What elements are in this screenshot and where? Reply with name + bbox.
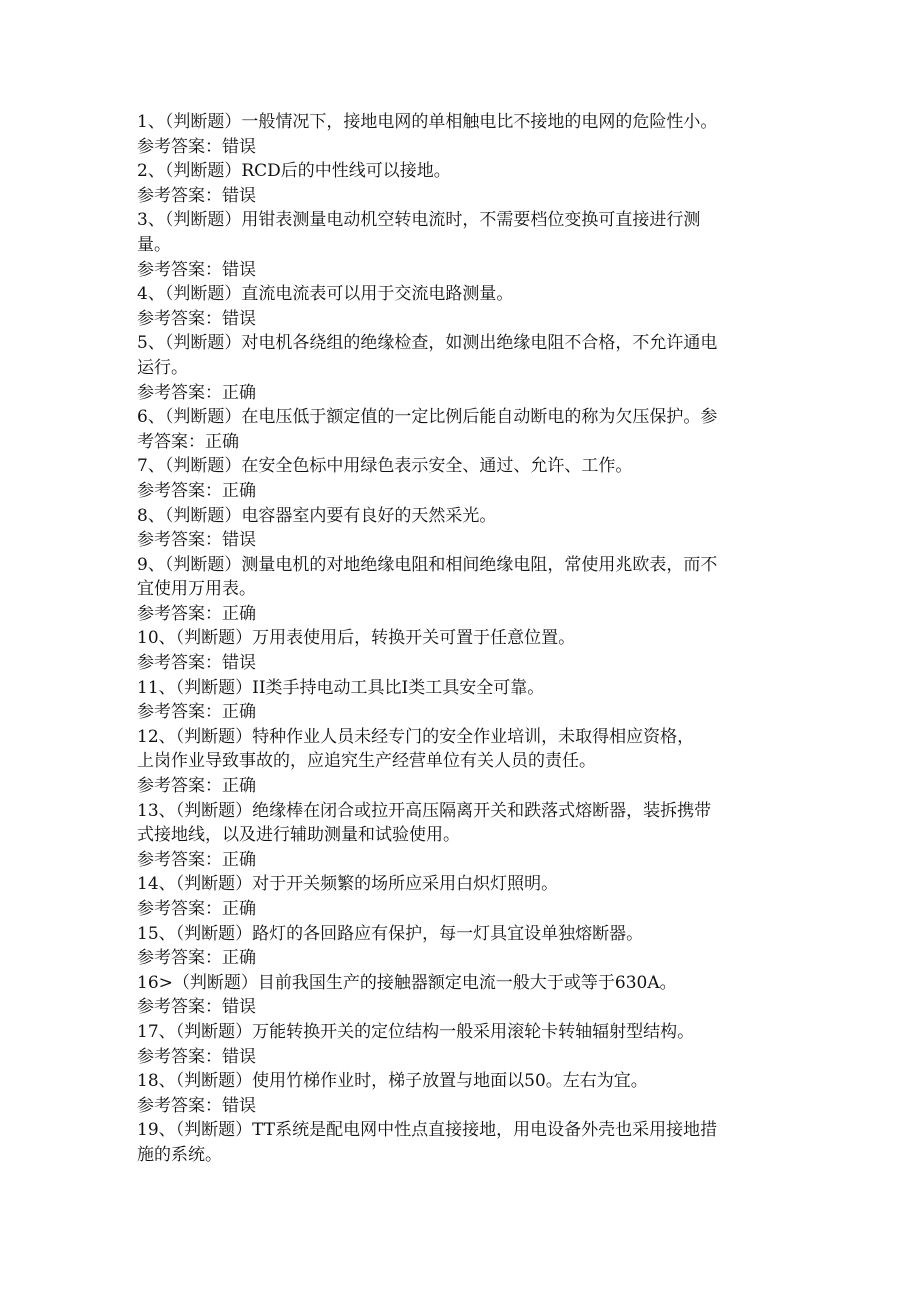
question-item bbox=[137, 1020, 787, 1069]
question-text: 宜使用万用表。 bbox=[137, 579, 256, 600]
answer-text: 参考答案：错误 bbox=[137, 308, 256, 329]
question-text: 考答案：正确 bbox=[137, 431, 239, 452]
answer-text: 参考答案：错误 bbox=[137, 997, 256, 1018]
question-text: 2、（判断题）RCD后的中性线可以接地。 bbox=[137, 161, 451, 182]
question-item bbox=[137, 626, 787, 675]
answer-text: 参考答案：错误 bbox=[137, 136, 256, 157]
answer-text: 参考答案：错误 bbox=[137, 653, 256, 674]
question-text: 17、（判断题）万能转换开关的定位结构一般采用滚轮卡转轴辐射型结构。 bbox=[137, 1021, 695, 1042]
document-body bbox=[137, 110, 787, 1168]
question-item bbox=[137, 331, 787, 405]
question-item bbox=[137, 725, 787, 799]
question-text: 13、（判断题）绝缘棒在闭合或拉开高压隔离开关和跌落式熔断器，装拆携带 bbox=[137, 800, 712, 821]
question-item bbox=[137, 553, 787, 627]
question-text: 5、（判断题）对电机各绕组的绝缘检查，如测出绝缘电阻不合格，不允许通电 bbox=[137, 333, 718, 354]
answer-text: 参考答案：正确 bbox=[137, 849, 256, 870]
question-item bbox=[137, 208, 787, 282]
question-text: 15、（判断题）路灯的各回路应有保护，每一灯具宜设单独熔断器。 bbox=[137, 923, 644, 944]
question-text: 1、（判断题）一般情况下，接地电网的单相触电比不接地的电网的危险性小。 bbox=[137, 112, 718, 132]
question-text: 7、（判断题）在安全色标中用绿色表示安全、通过、允许、工作。 bbox=[137, 456, 633, 477]
question-text: 量。 bbox=[137, 234, 171, 255]
answer-text: 参考答案：正确 bbox=[137, 480, 256, 501]
question-item bbox=[137, 1118, 787, 1167]
answer-text: 参考答案：正确 bbox=[137, 899, 256, 919]
question-text: 12、（判断题）特种作业人员未经专门的安全作业培训，未取得相应资格， bbox=[137, 726, 695, 747]
question-text: 式接地线，以及进行辅助测量和试验使用。 bbox=[137, 825, 460, 846]
question-item bbox=[137, 872, 787, 921]
question-item bbox=[137, 159, 787, 208]
question-text: 运行。 bbox=[137, 357, 188, 378]
question-text: 14、（判断题）对于开关频繁的场所应采用白炽灯照明。 bbox=[137, 874, 559, 895]
question-text: 9、（判断题）测量电机的对地绝缘电阻和相间绝缘电阻，常使用兆欧表，而不 bbox=[137, 554, 718, 575]
question-text: 19、（判断题）TT系统是配电网中性点直接接地，用电设备外壳也采用接地措 bbox=[137, 1120, 718, 1141]
question-text: 10、（判断题）万用表使用后，转换开关可置于任意位置。 bbox=[137, 628, 576, 649]
question-text: 16>（判断题）目前我国生产的接触器额定电流一般大于或等于630A。 bbox=[137, 972, 677, 993]
question-item bbox=[137, 922, 787, 971]
question-text: 施的系统。 bbox=[137, 1144, 222, 1165]
question-item bbox=[137, 504, 787, 553]
question-text: 3、（判断题）用钳表测量电动机空转电流时，不需要档位变换可直接进行测 bbox=[137, 210, 701, 231]
question-item bbox=[137, 282, 787, 331]
question-item bbox=[137, 454, 787, 503]
answer-text: 参考答案：正确 bbox=[137, 382, 256, 403]
answer-text: 参考答案：错误 bbox=[137, 1046, 256, 1067]
answer-text: 参考答案：正确 bbox=[137, 776, 256, 797]
question-item bbox=[137, 676, 787, 725]
question-text: 8、（判断题）电容器室内要有良好的天然采光。 bbox=[137, 505, 497, 526]
question-text: 18、（判断题）使用竹梯作业时，梯子放置与地面以50。左右为宜。 bbox=[137, 1071, 648, 1092]
question-text: 4、（判断题）直流电流表可以用于交流电路测量。 bbox=[137, 284, 514, 305]
answer-text: 参考答案：正确 bbox=[137, 603, 256, 624]
question-item bbox=[137, 405, 787, 454]
answer-text: 参考答案：错误 bbox=[137, 259, 256, 280]
answer-text: 参考答案：错误 bbox=[137, 1095, 256, 1116]
question-text: 11、（判断题）II类手持电动工具比I类工具安全可靠。 bbox=[137, 677, 545, 698]
answer-text: 参考答案：正确 bbox=[137, 948, 256, 969]
question-item bbox=[137, 971, 787, 1020]
answer-text: 参考答案：错误 bbox=[137, 185, 256, 206]
question-item bbox=[137, 110, 787, 159]
question-item bbox=[137, 1069, 787, 1118]
answer-text: 参考答案：正确 bbox=[137, 702, 256, 723]
answer-text: 参考答案：错误 bbox=[137, 530, 256, 551]
question-text: 上岗作业导致事故的，应追究生产经营单位有关人员的责任。 bbox=[137, 751, 596, 772]
question-item bbox=[137, 799, 787, 873]
question-text: 6、（判断题）在电压低于额定值的一定比例后能自动断电的称为欠压保护。参 bbox=[137, 407, 718, 428]
